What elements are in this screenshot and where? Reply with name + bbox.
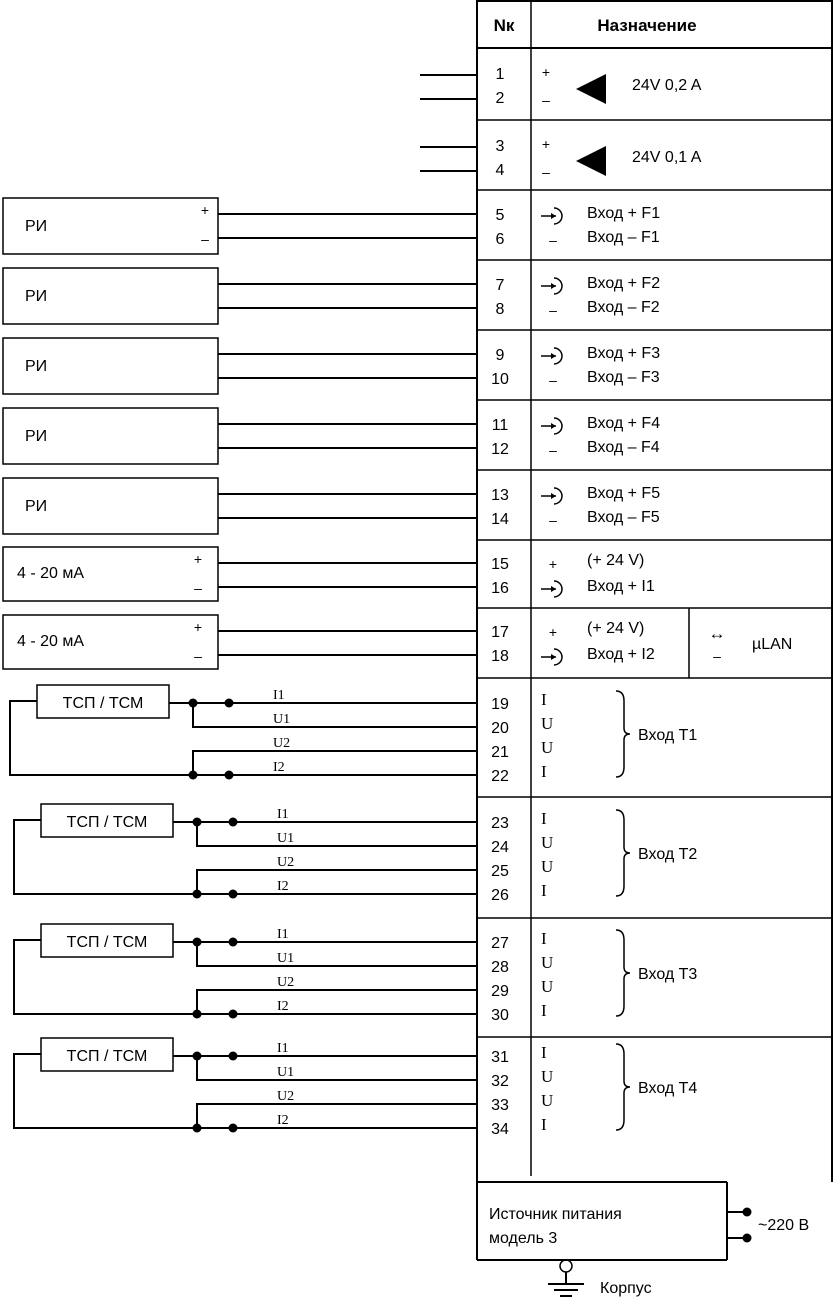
input-symbol-icon xyxy=(541,208,562,224)
curly-brace xyxy=(616,930,630,1016)
pin-number: 3 xyxy=(495,138,505,155)
input-arrow-head xyxy=(551,213,556,219)
lan-label: µLAN xyxy=(752,636,793,653)
wire-u2 xyxy=(197,870,478,894)
pin-number: 9 xyxy=(495,347,505,364)
psu-label-line1: Источник питания xyxy=(489,1206,622,1223)
ground-terminal-icon xyxy=(560,1260,572,1272)
supply-label: (+ 24 V) xyxy=(587,620,645,637)
curly-brace xyxy=(616,1044,630,1130)
input-arrow-head xyxy=(551,586,556,592)
minus-sign: – xyxy=(201,231,209,247)
junction-dot xyxy=(229,818,238,827)
current-sensor-label: 4 - 20 мА xyxy=(17,565,85,582)
pulse-sensor-label: РИ xyxy=(25,288,48,305)
wire-label: I1 xyxy=(277,807,289,822)
pin-number: 22 xyxy=(491,768,509,785)
temp-input-label: Вход Т2 xyxy=(638,846,698,863)
mains-terminal-dot xyxy=(743,1208,752,1217)
thermistor-label: ТСП / ТСМ xyxy=(66,1048,148,1065)
pulse-sensor-label: РИ xyxy=(25,358,48,375)
plus-sign: + xyxy=(548,624,558,640)
pin-number: 25 xyxy=(491,863,509,880)
temp-input-label: Вход Т4 xyxy=(638,1080,698,1097)
pin-number: 19 xyxy=(491,696,509,713)
curly-brace xyxy=(616,810,630,896)
minus-sign: – xyxy=(549,302,557,318)
minus-sign: – xyxy=(549,512,557,528)
input-arrow-head xyxy=(551,493,556,499)
wire-label: U2 xyxy=(273,736,291,751)
pin-number: 10 xyxy=(491,371,509,388)
current-sensor-label: 4 - 20 мА xyxy=(17,633,85,650)
bidirectional-arrow-icon: ↔ xyxy=(708,624,726,643)
input-symbol-icon xyxy=(541,278,562,294)
pin-letter: I xyxy=(541,1115,547,1134)
input-symbol-icon xyxy=(541,649,562,665)
power-output-label: 24V 0,1 A xyxy=(632,149,702,166)
input-arrow-head xyxy=(551,283,556,289)
pin-number: 31 xyxy=(491,1049,509,1066)
minus-sign: – xyxy=(549,442,557,458)
pin-letter: I xyxy=(541,762,547,781)
minus-sign: – xyxy=(194,580,202,596)
wire-label: U1 xyxy=(277,1065,295,1080)
junction-dot xyxy=(225,699,234,708)
junction-dot xyxy=(193,818,202,827)
junction-dot xyxy=(229,1124,238,1133)
input-symbol-icon xyxy=(541,488,562,504)
output-triangle-icon xyxy=(576,146,606,176)
pin-number: 29 xyxy=(491,983,509,1000)
ground-label: Корпус xyxy=(600,1280,652,1297)
wire-u2 xyxy=(197,1104,478,1128)
junction-dot xyxy=(189,771,198,780)
minus-sign: – xyxy=(549,232,557,248)
power-output-label: 24V 0,2 A xyxy=(632,77,702,94)
junction-dot xyxy=(229,890,238,899)
pin-number: 8 xyxy=(495,301,505,318)
input-symbol-icon xyxy=(541,348,562,364)
junction-dot xyxy=(189,699,198,708)
thermistor-label: ТСП / ТСМ xyxy=(62,695,144,712)
header-pin-number: Nк xyxy=(493,16,515,35)
input-plus-label: Вход + F2 xyxy=(587,275,661,292)
pin-letter: U xyxy=(541,953,554,972)
pin-number: 13 xyxy=(491,487,509,504)
pin-number: 24 xyxy=(491,839,509,856)
wire-label: I1 xyxy=(277,927,289,942)
input-arrow-head xyxy=(551,654,556,660)
pin-number: 16 xyxy=(491,580,509,597)
wire-label: I1 xyxy=(273,688,285,703)
pin-number: 28 xyxy=(491,959,509,976)
current-input-label: Вход + I2 xyxy=(587,646,655,663)
thermistor-label: ТСП / ТСМ xyxy=(66,934,148,951)
input-arrow-head xyxy=(551,353,556,359)
wire-u1 xyxy=(197,822,478,846)
curly-brace xyxy=(616,691,630,777)
plus-sign: + xyxy=(193,551,203,567)
pulse-sensor-label: РИ xyxy=(25,218,48,235)
junction-dot xyxy=(229,938,238,947)
pin-letter: I xyxy=(541,1043,547,1062)
pin-letter: U xyxy=(541,833,554,852)
supply-label: (+ 24 V) xyxy=(587,552,645,569)
pin-number: 30 xyxy=(491,1007,509,1024)
pin-number: 26 xyxy=(491,887,509,904)
input-minus-label: Вход – F5 xyxy=(587,509,660,526)
plus-sign: + xyxy=(548,556,558,572)
wire-u2 xyxy=(197,990,478,1014)
pin-letter: U xyxy=(541,1091,554,1110)
input-minus-label: Вход – F3 xyxy=(587,369,660,386)
pin-number: 12 xyxy=(491,441,509,458)
pin-number: 15 xyxy=(491,556,509,573)
pin-number: 6 xyxy=(495,231,505,248)
input-minus-label: Вход – F1 xyxy=(587,229,660,246)
input-arrow-head xyxy=(551,423,556,429)
pin-letter: U xyxy=(541,857,554,876)
input-symbol-icon xyxy=(541,581,562,597)
plus-sign: + xyxy=(541,64,551,80)
pin-letter: I xyxy=(541,690,547,709)
pin-letter: I xyxy=(541,809,547,828)
junction-dot xyxy=(229,1010,238,1019)
junction-dot xyxy=(193,1052,202,1061)
current-input-label: Вход + I1 xyxy=(587,578,655,595)
wire-u1 xyxy=(197,1056,478,1080)
pin-letter: U xyxy=(541,738,554,757)
minus-sign: – xyxy=(713,648,721,664)
wire-label: I2 xyxy=(277,1113,289,1128)
thermistor-label: ТСП / ТСМ xyxy=(66,814,148,831)
wire-label: U1 xyxy=(277,831,295,846)
input-plus-label: Вход + F4 xyxy=(587,415,661,432)
junction-dot xyxy=(193,1010,202,1019)
input-plus-label: Вход + F1 xyxy=(587,205,661,222)
minus-sign: – xyxy=(542,92,550,108)
wire-label: U1 xyxy=(273,712,291,727)
wire-label: I2 xyxy=(273,760,285,775)
input-minus-label: Вход – F4 xyxy=(587,439,660,456)
pin-number: 18 xyxy=(491,648,509,665)
minus-sign: – xyxy=(542,164,550,180)
wire-u1 xyxy=(197,942,478,966)
plus-sign: + xyxy=(193,619,203,635)
input-plus-label: Вход + F3 xyxy=(587,345,661,362)
pin-number: 5 xyxy=(495,207,505,224)
wire-label: U1 xyxy=(277,951,295,966)
minus-sign: – xyxy=(549,372,557,388)
wire-u2 xyxy=(193,751,478,775)
minus-sign: – xyxy=(194,648,202,664)
pin-number: 2 xyxy=(495,90,505,107)
input-plus-label: Вход + F5 xyxy=(587,485,661,502)
pulse-sensor-label: РИ xyxy=(25,498,48,515)
wire-label: U2 xyxy=(277,1089,295,1104)
pin-number: 7 xyxy=(495,277,505,294)
junction-dot xyxy=(225,771,234,780)
pin-number: 20 xyxy=(491,720,509,737)
psu-label-line2: модель 3 xyxy=(489,1230,558,1247)
wire-label: I2 xyxy=(277,999,289,1014)
junction-dot xyxy=(229,1052,238,1061)
pin-letter: U xyxy=(541,714,554,733)
pin-number: 4 xyxy=(495,162,505,179)
mains-terminal-dot xyxy=(743,1234,752,1243)
junction-dot xyxy=(193,1124,202,1133)
wire-label: U2 xyxy=(277,975,295,990)
mains-label: ~220 В xyxy=(758,1217,810,1234)
input-symbol-icon xyxy=(541,418,562,434)
wire-u1 xyxy=(193,703,478,727)
pin-number: 32 xyxy=(491,1073,509,1090)
output-triangle-icon xyxy=(576,74,606,104)
pin-number: 34 xyxy=(491,1121,509,1138)
pin-letter: I xyxy=(541,1001,547,1020)
pulse-sensor-label: РИ xyxy=(25,428,48,445)
plus-sign: + xyxy=(200,202,210,218)
pin-number: 23 xyxy=(491,815,509,832)
header-purpose: Назначение xyxy=(597,16,697,35)
pin-number: 1 xyxy=(495,66,505,83)
temp-input-label: Вход Т3 xyxy=(638,966,698,983)
pin-number: 17 xyxy=(491,624,509,641)
junction-dot xyxy=(193,938,202,947)
pin-number: 27 xyxy=(491,935,509,952)
pin-letter: U xyxy=(541,1067,554,1086)
wire-label: I1 xyxy=(277,1041,289,1056)
wire-label: U2 xyxy=(277,855,295,870)
junction-dot xyxy=(193,890,202,899)
pin-number: 14 xyxy=(491,511,509,528)
input-minus-label: Вход – F2 xyxy=(587,299,660,316)
pin-number: 33 xyxy=(491,1097,509,1114)
pin-number: 11 xyxy=(491,417,509,434)
plus-sign: + xyxy=(541,136,551,152)
wire-label: I2 xyxy=(277,879,289,894)
pin-letter: I xyxy=(541,929,547,948)
pin-number: 21 xyxy=(491,744,509,761)
temp-input-label: Вход Т1 xyxy=(638,727,698,744)
pin-letter: I xyxy=(541,881,547,900)
pin-letter: U xyxy=(541,977,554,996)
